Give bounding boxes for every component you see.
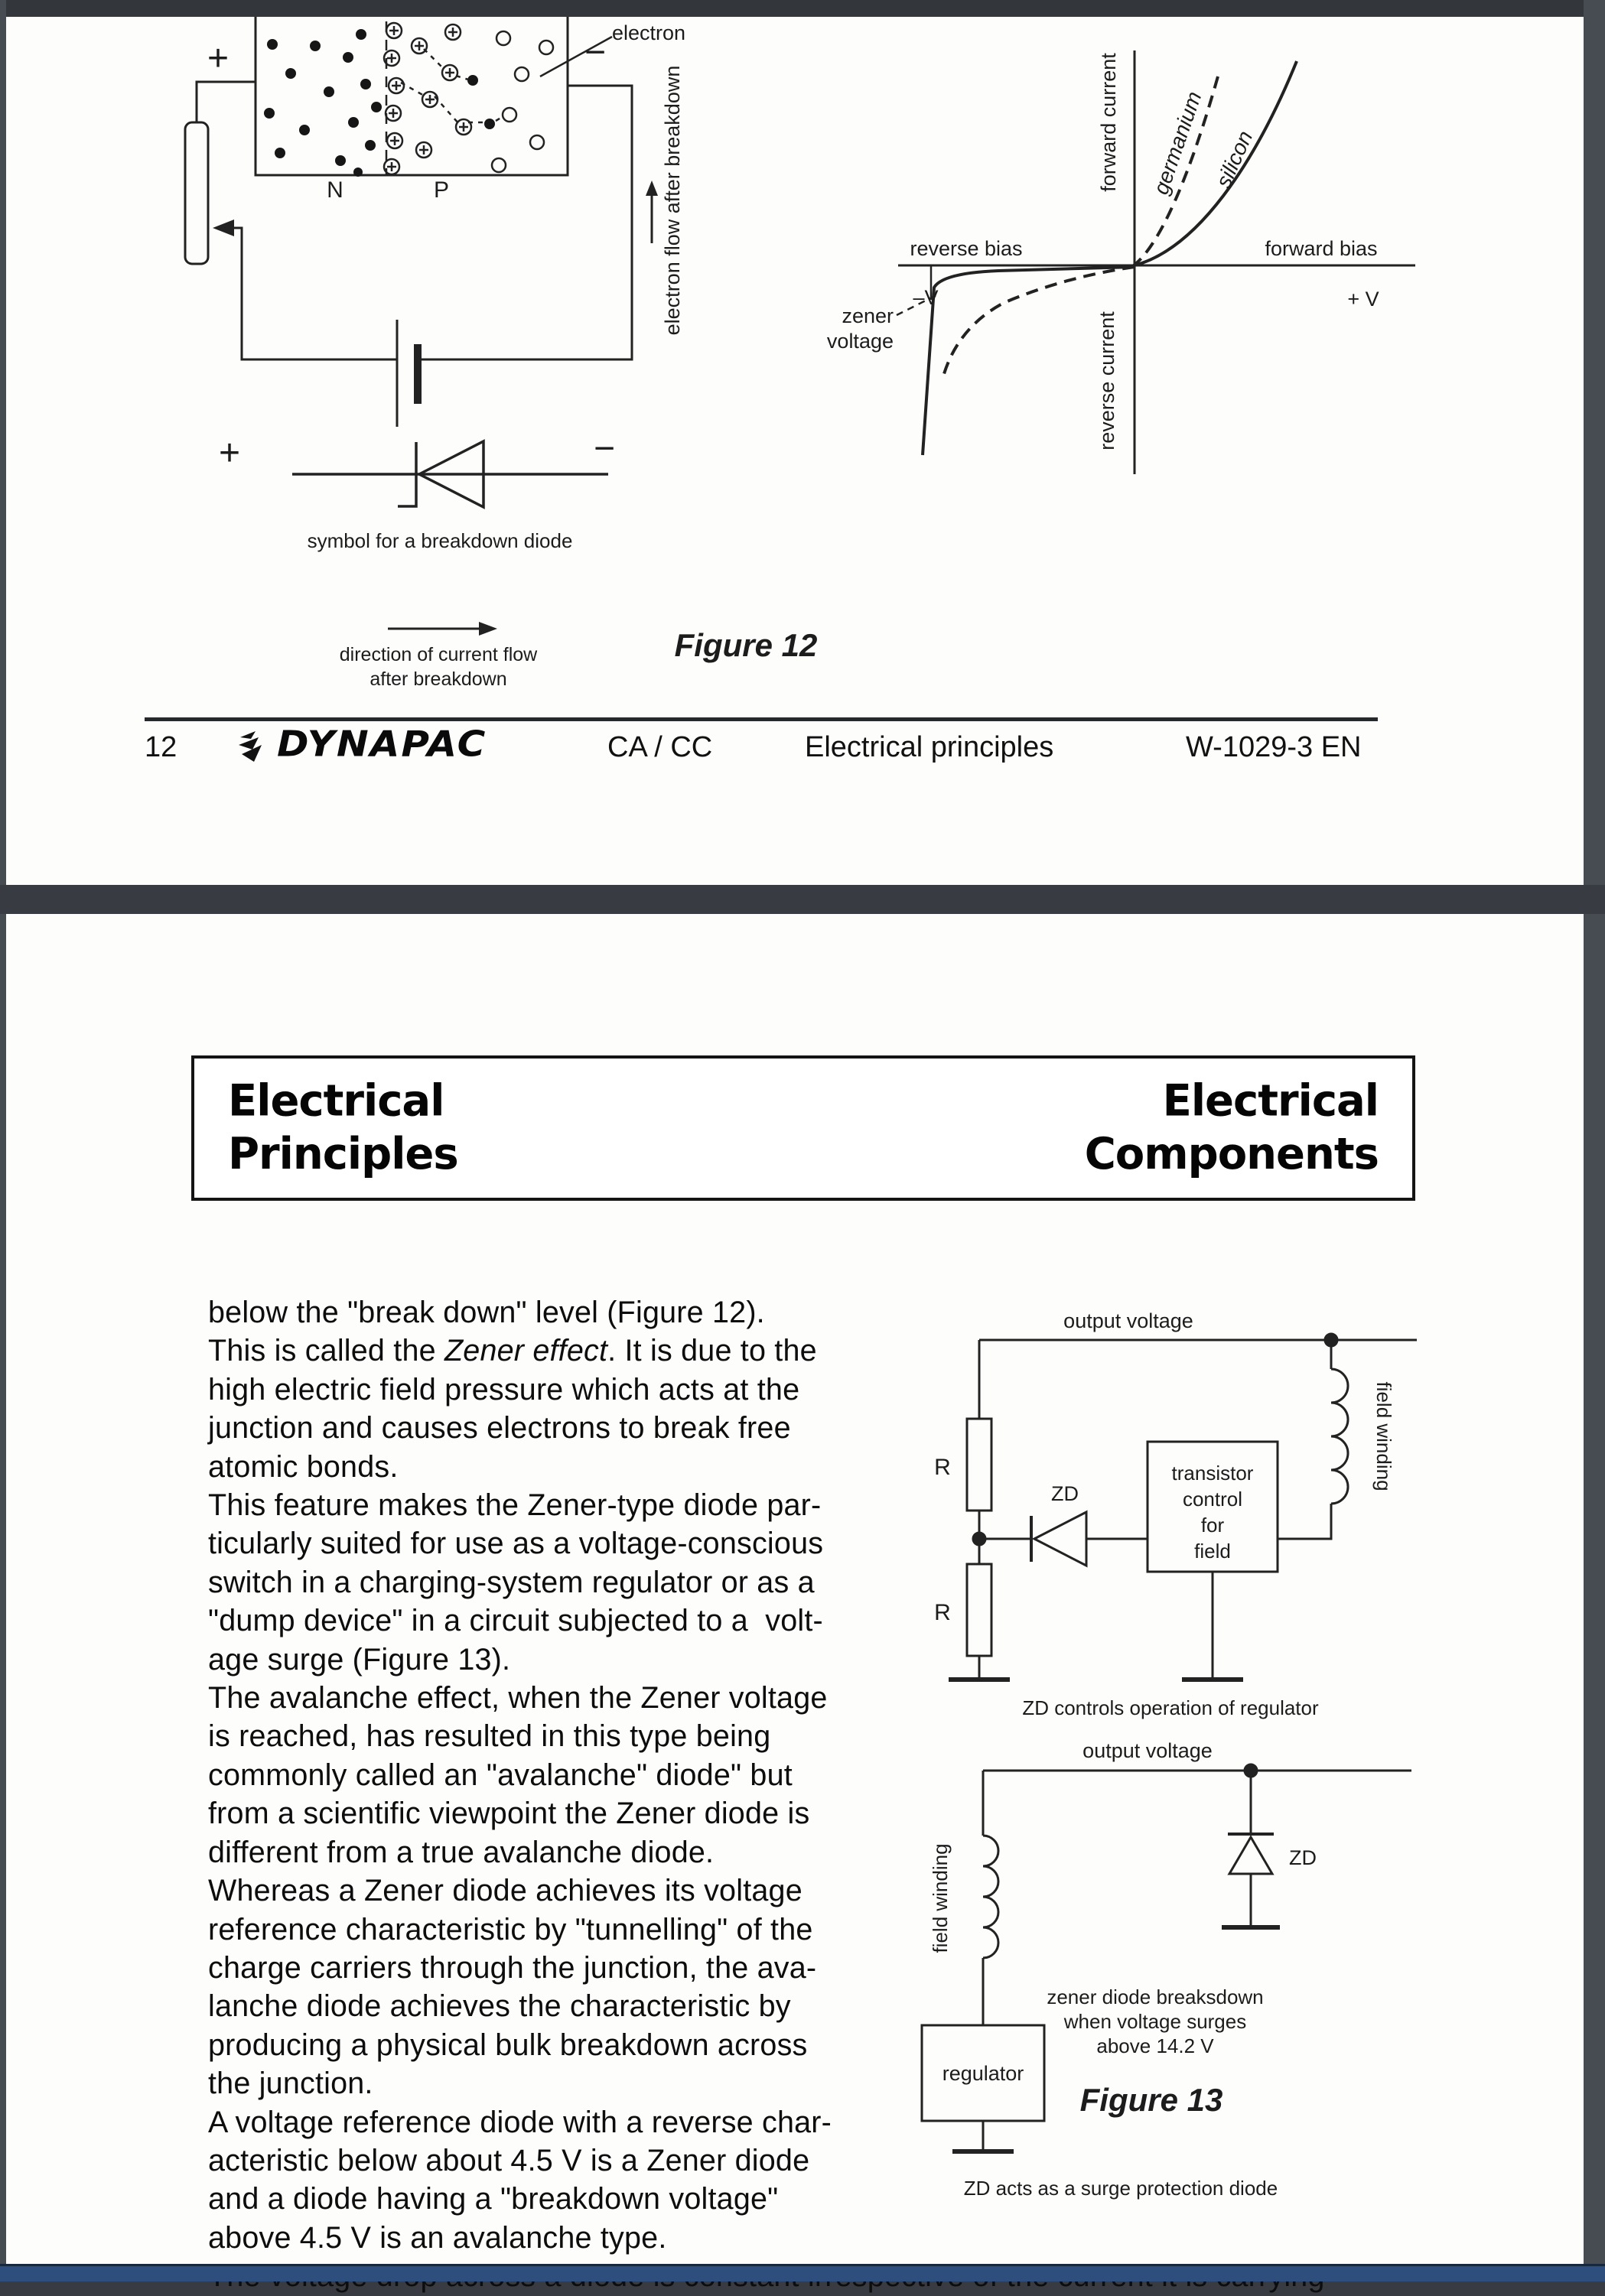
electron-flow-label: electron flow after breakdown: [661, 65, 684, 336]
body-line: switch in a charging-system regulator or as a: [208, 1565, 815, 1599]
body-line: atomic bonds.: [208, 1449, 399, 1484]
body-line: lanche diode achieves the characteristic by: [208, 1989, 791, 2024]
figure13-circuit-2: [922, 1739, 1411, 2200]
transistor-box-line2: control: [1182, 1488, 1243, 1511]
body-line: different from a true avalanche diode.: [208, 1835, 715, 1869]
diode-minus-label: −: [593, 428, 616, 469]
ion-symbols: [384, 23, 553, 174]
circuit1-caption: ZD controls operation of regulator: [1022, 1696, 1319, 1719]
chapter-title-right-line1: Electrical: [1162, 1075, 1379, 1127]
body-line: ticularly suited for use as a voltage-conscious: [208, 1527, 824, 1561]
germanium-curve-label: germanium: [1148, 88, 1206, 198]
zener-zd2-label: ZD: [1289, 1846, 1317, 1869]
electron-dots: [264, 29, 495, 177]
diode-symbol-caption: symbol for a breakdown diode: [307, 529, 573, 552]
footer-rule: [145, 717, 1378, 721]
circuit2-footnote: ZD acts as a surge protection diode: [963, 2177, 1278, 2200]
regulator-box-label: regulator: [942, 2062, 1024, 2085]
viewer-bottom-bar: [0, 2264, 1605, 2281]
field-winding-label-2: field winding: [929, 1843, 952, 1953]
figure-13-drawing: [6, 914, 1584, 2264]
direction-label-line1: direction of current flow: [339, 644, 538, 665]
dynapac-logo-icon: [236, 727, 271, 766]
figure-12-caption: Figure 12: [674, 627, 818, 663]
transistor-box-line1: transistor: [1171, 1462, 1254, 1485]
supply-minus-label: −: [584, 32, 607, 73]
footer-machine-code: CA / CC: [607, 731, 713, 763]
body-line: above 4.5 V is an avalanche type.: [208, 2220, 667, 2255]
document-page-2: [6, 914, 1584, 2264]
document-page-1: [6, 17, 1584, 885]
body-line: The avalanche effect, when the Zener voltage: [208, 1681, 828, 1715]
body-line: reference characteristic by "tunnelling" of the: [208, 1912, 813, 1946]
output-voltage-label-2: output voltage: [1082, 1739, 1213, 1762]
positive-v-label: + V: [1347, 288, 1379, 311]
chapter-title-right-line2: Components: [1084, 1129, 1379, 1180]
electron-label: electron: [612, 21, 686, 44]
body-line: commonly called an "avalanche" diode" but: [208, 1758, 793, 1792]
direction-label-line2: after breakdown: [370, 668, 507, 690]
body-line: Whereas a Zener diode achieves its voltage: [208, 1874, 802, 1908]
footer-page-number: 12: [145, 731, 177, 763]
circuit2-caption-line3: above 14.2 V: [1096, 2034, 1214, 2057]
dynapac-logo: [236, 722, 487, 766]
body-line: "dump device" in a circuit subjected to a volt-: [208, 1604, 823, 1638]
silicon-curve-label: silicon: [1211, 127, 1258, 191]
body-line: and a diode having a "breakdown voltage": [208, 2182, 779, 2216]
negative-v-label: –V: [913, 286, 939, 309]
breakdown-diode-symbol: [219, 428, 615, 552]
forward-current-axis-label: forward current: [1097, 53, 1120, 192]
zener-zd1-label: ZD: [1051, 1482, 1079, 1505]
supply-plus-label: +: [207, 38, 230, 79]
zener-voltage-label-line2: voltage: [826, 330, 894, 353]
transistor-box-line3: for: [1200, 1514, 1225, 1537]
page-gap: [0, 885, 1605, 914]
transistor-box-line4: field: [1194, 1540, 1231, 1563]
figure13-circuit-1: [934, 1309, 1417, 1719]
body-line: is reached, has resulted in this type being: [208, 1719, 771, 1754]
footer-section-title: Electrical principles: [805, 731, 1054, 763]
reverse-bias-label: reverse bias: [910, 237, 1023, 260]
zener-voltage-label-line1: zener: [842, 304, 894, 327]
body-line: below the "break down" level (Figure 12).: [208, 1296, 765, 1329]
body-line: This feature makes the Zener-type diode par-: [208, 1488, 822, 1523]
body-line: age surge (Figure 13).: [208, 1642, 511, 1676]
pn-junction-diagram: [207, 17, 685, 203]
n-region-label: N: [327, 177, 343, 203]
body-line: from a scientific viewpoint the Zener diode is: [208, 1797, 810, 1831]
dynapac-logo-text: DYNAPAC: [277, 724, 487, 765]
viewer-top-edge: [0, 0, 1605, 17]
viewer-right-edge: [1584, 0, 1605, 2281]
footer-doc-ref: W-1029-3 EN: [1186, 731, 1362, 763]
chapter-title-left-line2: Principles: [228, 1129, 458, 1180]
body-line: This is called the Zener effect. It is due to the: [208, 1334, 817, 1368]
body-line: acteristic below about 4.5 V is a Zener diode: [208, 2143, 810, 2177]
output-voltage-label-1: output voltage: [1063, 1309, 1193, 1332]
viewer-left-edge: [0, 0, 6, 2281]
body-line: high electric field pressure which acts at the: [208, 1372, 800, 1407]
body-line: junction and causes electrons to break free: [208, 1411, 791, 1446]
reverse-current-axis-label: reverse current: [1096, 311, 1118, 450]
figure-13-caption: Figure 13: [1079, 2082, 1223, 2118]
body-line: the junction.: [208, 2067, 373, 2101]
p-region-label: P: [433, 177, 450, 203]
field-winding-label-1: field winding: [1372, 1381, 1395, 1491]
circuit2-caption-line1: zener diode breaksdown: [1047, 1985, 1264, 2008]
chapter-title-left-line1: Electrical: [228, 1075, 444, 1127]
resistor-r1-label: R: [934, 1455, 951, 1480]
body-line: charge carriers through the junction, the ava-: [208, 1950, 817, 1985]
current-direction-annotation: [340, 622, 538, 690]
body-line: A voltage reference diode with a reverse char-: [208, 2105, 832, 2139]
diode-plus-label: +: [218, 433, 241, 473]
circuit2-caption-line2: when voltage surges: [1063, 2010, 1247, 2033]
forward-bias-label: forward bias: [1265, 237, 1378, 260]
body-line: producing a physical bulk breakdown across: [208, 2028, 808, 2062]
iv-characteristic-graph: [827, 50, 1415, 474]
resistor-r2-label: R: [934, 1600, 951, 1625]
